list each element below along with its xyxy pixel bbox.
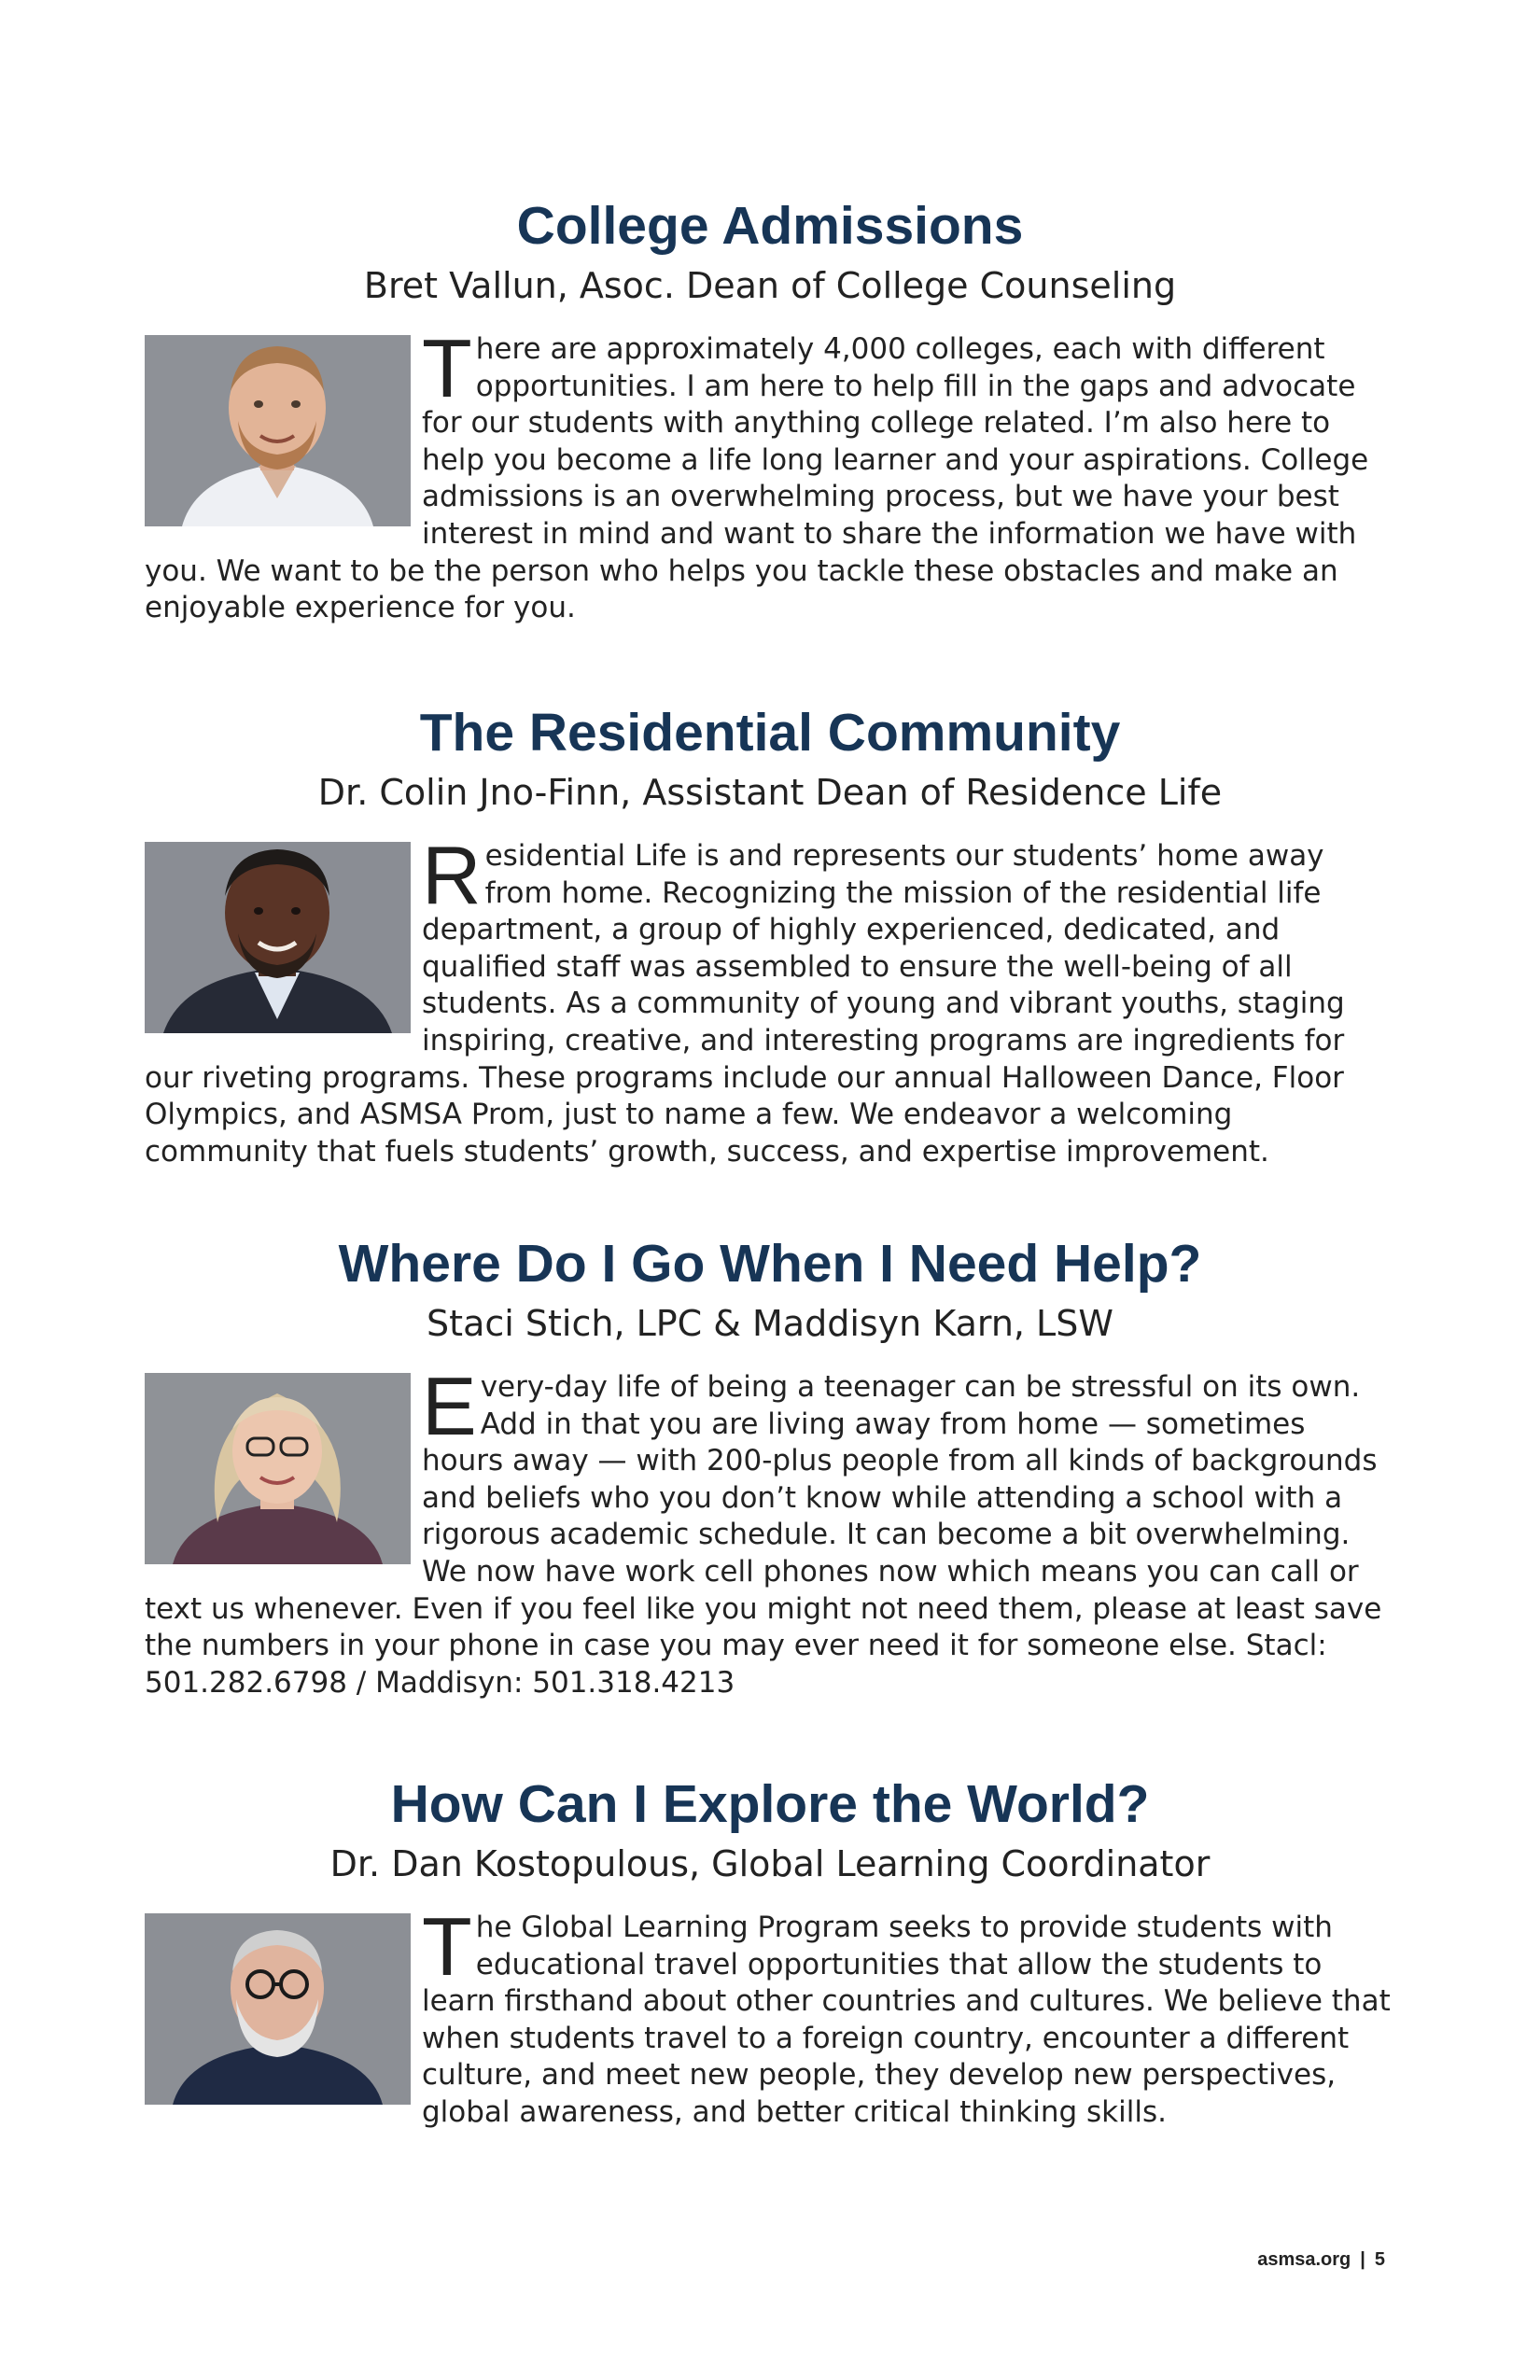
section-explore-the-world: [145, 1770, 1395, 2132]
section-title: The Residential Community: [419, 703, 1121, 763]
section-body-text: here are approximately 4,000 colleges, each with different opportunities. I am here to help fill in the gaps and advocate for our students with anything college related. I’m also here to help you become a life long learner and your aspirations. College admissions is an overwhelming process, but we have your best interest in mind and want to share the information we have with you. We want to be the person who helps you tackle these obstacles and make an enjoyable experience for you.: [145, 332, 1369, 625]
section-where-to-go-for-help: [145, 1229, 1395, 1701]
section-author: Bret Vallun, Asoc. Dean of College Counseling: [363, 265, 1177, 306]
footer-separator: |: [1360, 2249, 1365, 2270]
section-title: Where Do I Go When I Need Help?: [338, 1234, 1202, 1294]
portrait-photo-dan-kostopulous: [145, 1913, 411, 2105]
section-title: How Can I Explore the World?: [390, 1774, 1150, 1834]
portrait-illustration: [145, 1913, 411, 2105]
page-number: 5: [1374, 2249, 1385, 2270]
section-body-text: he Global Learning Program seeks to provide students with educational travel opportunities that allow the students to learn firsthand about other countries and cultures. We believe that when students travel to a foreign country, encounter a different culture, and meet new people, they develop new perspectives, global awareness, and better critical thinking skills.: [422, 1911, 1391, 2129]
portrait-photo-bret-vallun: [145, 335, 411, 526]
portrait-photo-colin-jno-finn: [145, 842, 411, 1033]
section-body-text: very-day life of being a teenager can be stressful on its own. Add in that you are living away from home — sometimes hours away — with 200-plus people from all kinds of backgrounds and beliefs who you don’t know while attending a school with a rigorous academic schedule. It can become a bit overwhelming. We now have work cell phones now which means you can call or text us whenever. Even if you feel like you might not need them, please at least save the numbers in your phone in case you may ever need it for someone else. Stacl: 501.282.6798 / Maddisyn: 501.318.4213: [145, 1370, 1382, 1700]
section-body-text: esidential Life is and represents our students’ home away from home. Recognizing the mission of the residential life department, a group of highly experienced, dedicated, and qualified staff was assembled to ensure the well-being of all students. As a community of young and vibrant youths, staging inspiring, creative, and interesting programs are ingredients for our riveting programs. These programs include our annual Halloween Dance, Floor Olympics, and ASMSA Prom, just to name a few. We endeavor a welcoming community that fuels students’ growth, success, and expertise improvement.: [145, 839, 1345, 1169]
portrait-illustration: [145, 335, 411, 526]
section-author: Dr. Colin Jno-Finn, Assistant Dean of Residence Life: [317, 772, 1223, 813]
portrait-illustration: [145, 1373, 411, 1564]
section-author: Staci Stich, LPC & Maddisyn Karn, LSW: [427, 1303, 1113, 1344]
section-author: Dr. Dan Kostopulous, Global Learning Coordinator: [329, 1843, 1211, 1884]
portrait-illustration: [145, 842, 411, 1033]
drop-cap-letter: T: [422, 322, 472, 414]
section-title: College Admissions: [516, 196, 1024, 256]
section-residential-community: [145, 698, 1395, 1170]
drop-cap-letter: E: [422, 1360, 477, 1452]
footer-site-url: asmsa.org: [1257, 2249, 1351, 2270]
drop-cap-letter: T: [422, 1900, 472, 1993]
portrait-photo-staci-stich: [145, 1373, 411, 1564]
drop-cap-letter: R: [422, 829, 482, 921]
section-college-admissions: [145, 191, 1395, 627]
page-footer: [1257, 2249, 1385, 2271]
